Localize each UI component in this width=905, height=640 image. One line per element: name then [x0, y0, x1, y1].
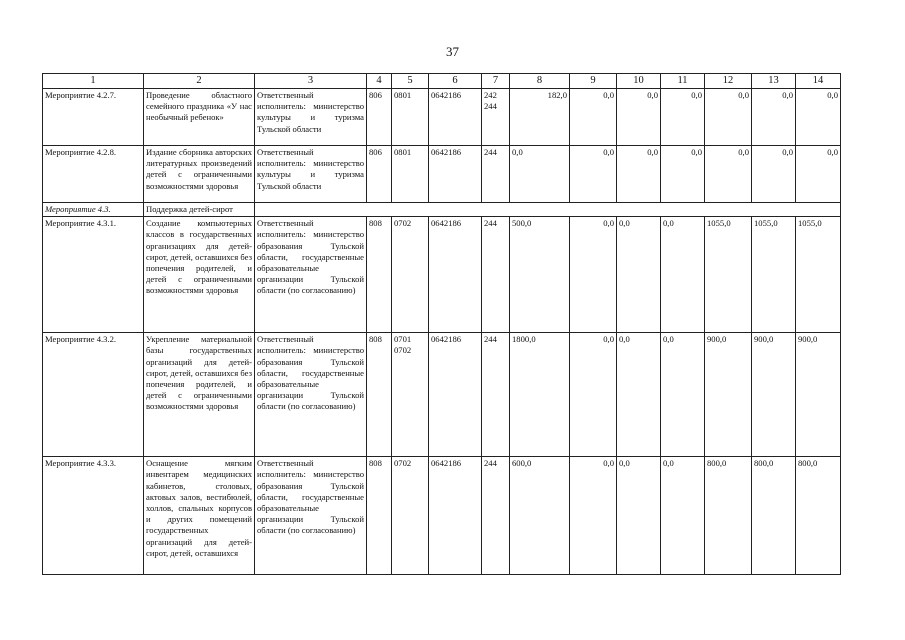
amount-cell: 900,0 — [705, 333, 752, 457]
column-header: 8 — [510, 74, 570, 89]
amount-cell: 800,0 — [705, 457, 752, 575]
activity-description-cell: Укрепление материальной базы государственных организаций для детей-сирот, детей, оставшихся без попечения родителей, и детей с ограниченными возможностями здоровья — [144, 333, 255, 457]
expense-type-cell: 244 — [482, 217, 510, 333]
section-code-cell: 0701 0702 — [392, 333, 429, 457]
executor-cell: Ответственный исполнитель: министерство образования Тульской области, государственные образовательные организации Тульской области (по согласованию) — [255, 333, 367, 457]
expense-type-cell: 244 — [482, 146, 510, 203]
table-row — [43, 333, 841, 457]
section-code-cell: 0702 — [392, 457, 429, 575]
activity-name-cell: Мероприятие 4.2.7. — [43, 89, 144, 146]
section-code-cell: 0801 — [392, 146, 429, 203]
amount-cell: 0,0 — [796, 146, 841, 203]
amount-cell: 0,0 — [661, 146, 705, 203]
column-header: 11 — [661, 74, 705, 89]
executor-cell: Ответственный исполнитель: министерство культуры и туризма Тульской области — [255, 89, 367, 146]
amount-cell: 0,0 — [661, 217, 705, 333]
amount-cell: 1055,0 — [705, 217, 752, 333]
column-header: 14 — [796, 74, 841, 89]
section-code-cell: 0801 — [392, 89, 429, 146]
section-name: Мероприятие 4.3. — [43, 203, 144, 217]
budget-table — [42, 73, 841, 575]
section-empty-cell — [255, 203, 841, 217]
column-header: 10 — [617, 74, 661, 89]
amount-cell: 0,0 — [661, 333, 705, 457]
amount-cell: 0,0 — [570, 89, 617, 146]
expense-type-cell: 244 — [482, 333, 510, 457]
table-header — [43, 74, 841, 89]
column-header: 3 — [255, 74, 367, 89]
activity-name-cell: Мероприятие 4.3.3. — [43, 457, 144, 575]
amount-cell: 900,0 — [796, 333, 841, 457]
amount-cell: 0,0 — [661, 457, 705, 575]
amount-cell: 1800,0 — [510, 333, 570, 457]
amount-cell: 0,0 — [752, 146, 796, 203]
table-row — [43, 146, 841, 203]
activity-description-cell: Проведение областного семейного праздника «У нас необычный ребенок» — [144, 89, 255, 146]
activity-description-cell: Создание компьютерных классов в государственных организациях для детей-сирот, детей, оставшихся без попечения родителей, и детей с ограниченными возможностями здоровья — [144, 217, 255, 333]
section-code-cell: 0702 — [392, 217, 429, 333]
activity-name-cell: Мероприятие 4.3.2. — [43, 333, 144, 457]
ministry-code-cell: 806 — [367, 89, 392, 146]
section-row — [43, 203, 841, 217]
column-header: 2 — [144, 74, 255, 89]
amount-cell: 800,0 — [796, 457, 841, 575]
column-header: 13 — [752, 74, 796, 89]
amount-cell: 0,0 — [570, 146, 617, 203]
amount-cell: 0,0 — [617, 457, 661, 575]
executor-cell: Ответственный исполнитель: министерство образования Тульской области, государственные образовательные организации Тульской области (по согласованию) — [255, 217, 367, 333]
column-header: 4 — [367, 74, 392, 89]
target-code-cell: 0642186 — [429, 457, 482, 575]
amount-cell: 0,0 — [705, 146, 752, 203]
ministry-code-cell: 808 — [367, 333, 392, 457]
amount-cell: 0,0 — [796, 89, 841, 146]
amount-cell: 0,0 — [661, 89, 705, 146]
amount-cell: 600,0 — [510, 457, 570, 575]
amount-cell: 0,0 — [570, 333, 617, 457]
column-header: 7 — [482, 74, 510, 89]
table-row — [43, 217, 841, 333]
ministry-code-cell: 808 — [367, 217, 392, 333]
target-code-cell: 0642186 — [429, 217, 482, 333]
target-code-cell: 0642186 — [429, 333, 482, 457]
amount-cell: 0,0 — [617, 146, 661, 203]
activity-name-cell: Мероприятие 4.2.8. — [43, 146, 144, 203]
expense-type-cell: 244 — [482, 457, 510, 575]
column-header: 1 — [43, 74, 144, 89]
column-header: 9 — [570, 74, 617, 89]
table-row — [43, 457, 841, 575]
amount-cell: 0,0 — [617, 217, 661, 333]
column-header: 6 — [429, 74, 482, 89]
executor-cell: Ответственный исполнитель: министерство образования Тульской области, государственные образовательные организации Тульской области (по согласованию) — [255, 457, 367, 575]
expense-type-cell: 242 244 — [482, 89, 510, 146]
target-code-cell: 0642186 — [429, 89, 482, 146]
amount-cell: 800,0 — [752, 457, 796, 575]
amount-cell: 500,0 — [510, 217, 570, 333]
amount-cell: 0,0 — [570, 457, 617, 575]
amount-cell: 0,0 — [752, 89, 796, 146]
ministry-code-cell: 808 — [367, 457, 392, 575]
page-number: 37 — [446, 44, 459, 59]
amount-cell: 0,0 — [705, 89, 752, 146]
section-title: Поддержка детей-сирот — [144, 203, 255, 217]
amount-cell: 1055,0 — [752, 217, 796, 333]
table-row — [43, 89, 841, 146]
activity-description-cell: Издание сборника авторских литературных произведений детей с ограниченными возможностями здоровья — [144, 146, 255, 203]
amount-cell: 1055,0 — [796, 217, 841, 333]
activity-description-cell: Оснащение мягким инвентарем медицинских кабинетов, столовых, актовых залов, вестибюлей, холлов, спальных корпусов и других помещений государственных организаций для детей-сирот, детей, оставшихся — [144, 457, 255, 575]
column-header: 12 — [705, 74, 752, 89]
activity-name-cell: Мероприятие 4.3.1. — [43, 217, 144, 333]
target-code-cell: 0642186 — [429, 146, 482, 203]
amount-cell: 0,0 — [617, 89, 661, 146]
amount-cell: 0,0 — [617, 333, 661, 457]
amount-cell: 900,0 — [752, 333, 796, 457]
amount-cell: 0,0 — [510, 146, 570, 203]
column-header: 5 — [392, 74, 429, 89]
executor-cell: Ответственный исполнитель: министерство культуры и туризма Тульской области — [255, 146, 367, 203]
amount-cell: 182,0 — [510, 89, 570, 146]
amount-cell: 0,0 — [570, 217, 617, 333]
ministry-code-cell: 806 — [367, 146, 392, 203]
